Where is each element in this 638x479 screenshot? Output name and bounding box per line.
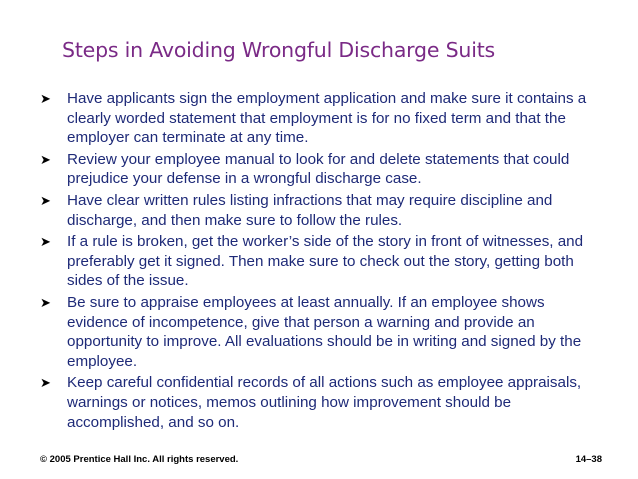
slide-title: Steps in Avoiding Wrongful Discharge Suits [62, 38, 496, 62]
page-number: 14–38 [575, 454, 602, 465]
copyright-footer: © 2005 Prentice Hall Inc. All rights reserved. [40, 454, 239, 465]
bullet-item [40, 232, 600, 291]
bullet-text: Be sure to appraise employees at least annually. If an employee shows evidence of incompetence, give that person a warning and provide an opportunity to improve. All evaluations should be in writing and signed by the employee. [67, 293, 582, 370]
bullet-item [40, 293, 600, 371]
arrow-right-icon: ➤ [40, 91, 51, 106]
arrow-right-icon: ➤ [40, 192, 51, 208]
arrow-right-icon: ➤ [40, 375, 51, 391]
arrow-right-icon: ➤ [40, 234, 51, 250]
bullet-item [40, 150, 600, 189]
bullet-text: Have applicants sign the employment application and make sure it contains a clearly worded statement that employment is for no fixed term and that the employer can terminate at any time. [67, 90, 587, 147]
bullet-item [40, 373, 600, 432]
bullet-text: If a rule is broken, get the worker’s side of the story in front of witnesses, and preferably get it signed. Then make sure to check out the story, getting both sides of the issue. [67, 233, 584, 290]
bullet-text: Review your employee manual to look for and delete statements that could prejudice your defense in a wrongful discharge case. [67, 150, 570, 188]
bullet-list [40, 89, 600, 434]
bullet-text: Have clear written rules listing infractions that may require discipline and discharge, and then make sure to follow the rules. [67, 191, 553, 229]
bullet-item [40, 191, 600, 230]
arrow-right-icon: ➤ [40, 294, 51, 310]
bullet-item [40, 89, 600, 148]
arrow-right-icon: ➤ [40, 151, 51, 167]
bullet-text: Keep careful confidential records of all actions such as employee appraisals, warnings or notices, memos outlining how improvement should be accomplished, and so on. [67, 374, 582, 431]
